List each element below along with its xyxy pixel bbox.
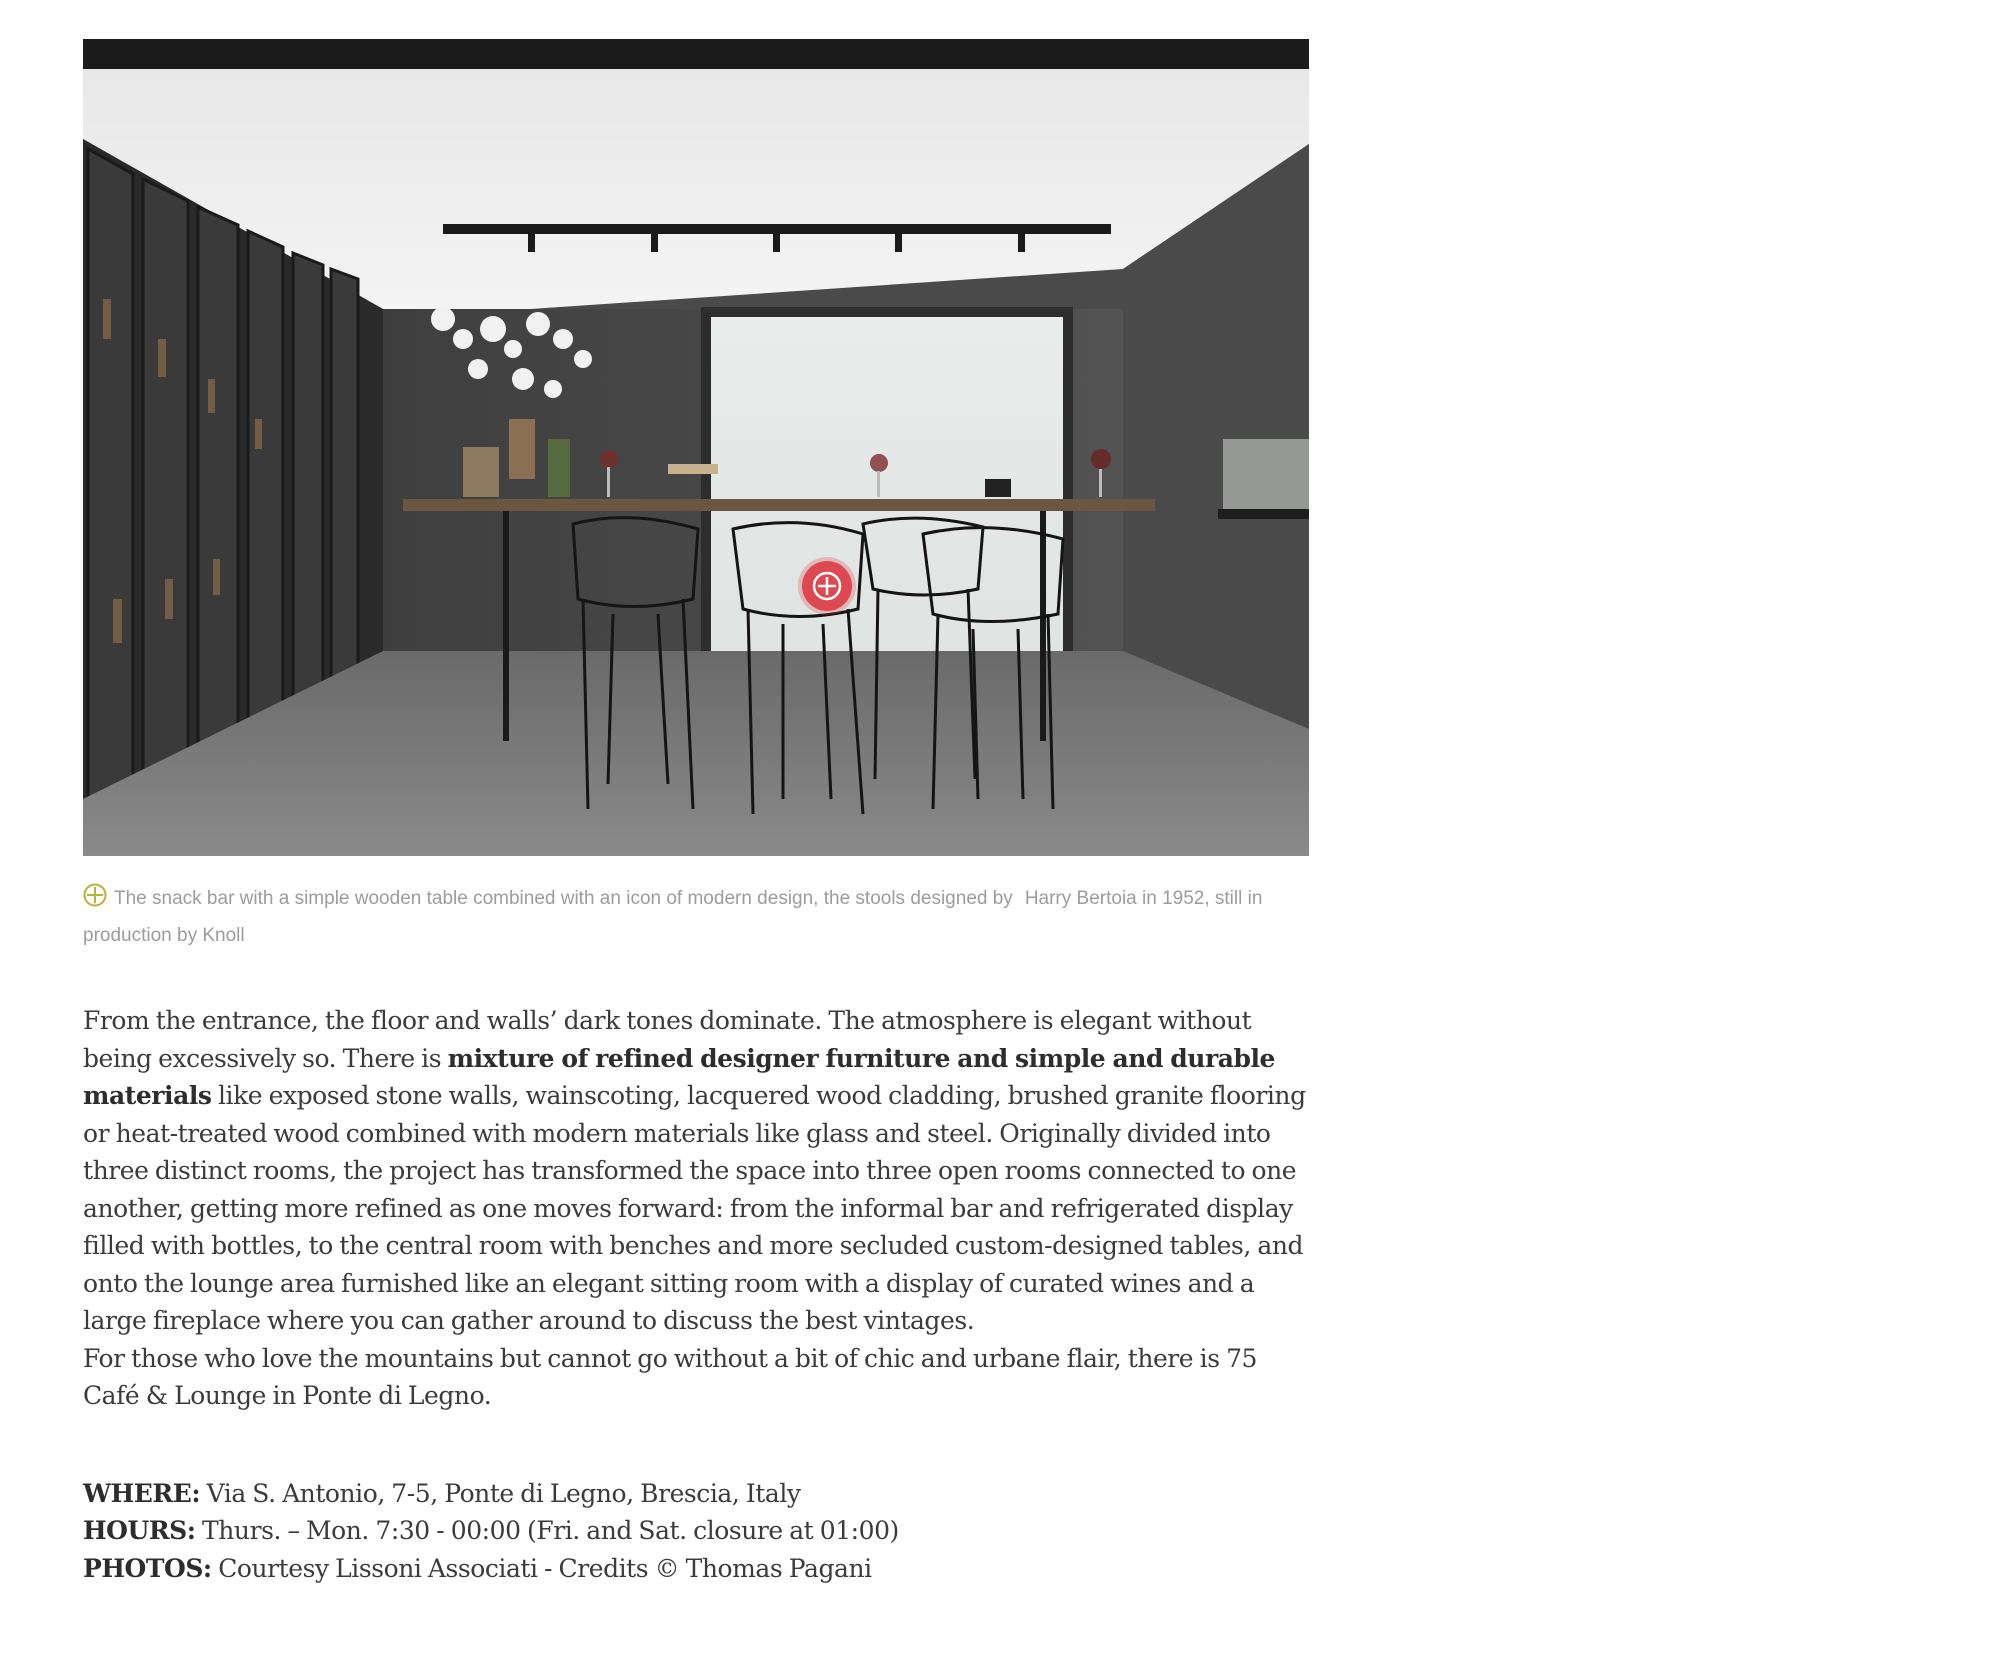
body-paragraph-1: [83, 1002, 1309, 1340]
zoom-plus-icon: [811, 570, 843, 602]
interior-photo-illustration: [83, 39, 1309, 856]
where-value: Via S. Antonio, 7-5, Ponte di Legno, Brescia, Italy: [200, 1478, 801, 1508]
article: [83, 39, 1309, 1587]
paragraph-intro: From the entrance, the floor and walls’ dark tones dominate. The atmosphere is elegant without being excessively so. There is: [83, 1006, 1252, 1073]
body-paragraph-2: For those who love the mountains but cannot go without a bit of chic and urbane flair, there is 75 Café & Lounge in Ponte di Legno.: [83, 1343, 1257, 1410]
photo-caption: [83, 880, 1309, 954]
hours-row: [83, 1512, 1309, 1550]
article-body: [83, 1002, 1309, 1415]
venue-details: [83, 1475, 1309, 1588]
where-label: WHERE:: [83, 1478, 201, 1508]
hours-value: Thurs. – Mon. 7:30 - 00:00 (Fri. and Sat. closure at 01:00): [195, 1516, 899, 1545]
article-photo[interactable]: [83, 39, 1309, 856]
caption-text-part2: Harry Bertoia in 1952, still in production by Knoll: [83, 888, 1263, 946]
photos-label: PHOTOS:: [83, 1553, 212, 1583]
paragraph-bold-phrase: mixture of refined designer furniture and simple and durable materials: [83, 1043, 1276, 1110]
zoom-hotspot-button[interactable]: [802, 561, 852, 611]
photos-row: [83, 1550, 1309, 1588]
circle-plus-icon[interactable]: [83, 883, 107, 907]
caption-text-part1: The snack bar with a simple wooden table combined with an icon of modern design, the stools designed by: [114, 888, 1013, 909]
paragraph-rest: like exposed stone walls, wainscoting, lacquered wood cladding, brushed granite flooring or heat-treated wood combined with modern materials like glass and steel. Originally divided into three distinct rooms, the project has transformed the space into three open rooms connected to one another, getting more refined as one moves forward: from the informal bar and refrigerated display filled with bottles, to the central room with benches and more secluded custom-designed tables, and onto the lounge area furnished like an elegant sitting room with a display of curated wines and a large fireplace where you can gather around to discuss the best vintages.: [83, 1081, 1306, 1335]
hours-label: HOURS:: [83, 1516, 196, 1545]
where-row: [83, 1475, 1309, 1513]
photos-value: Courtesy Lissoni Associati - Credits © Thomas Pagani: [211, 1553, 872, 1583]
